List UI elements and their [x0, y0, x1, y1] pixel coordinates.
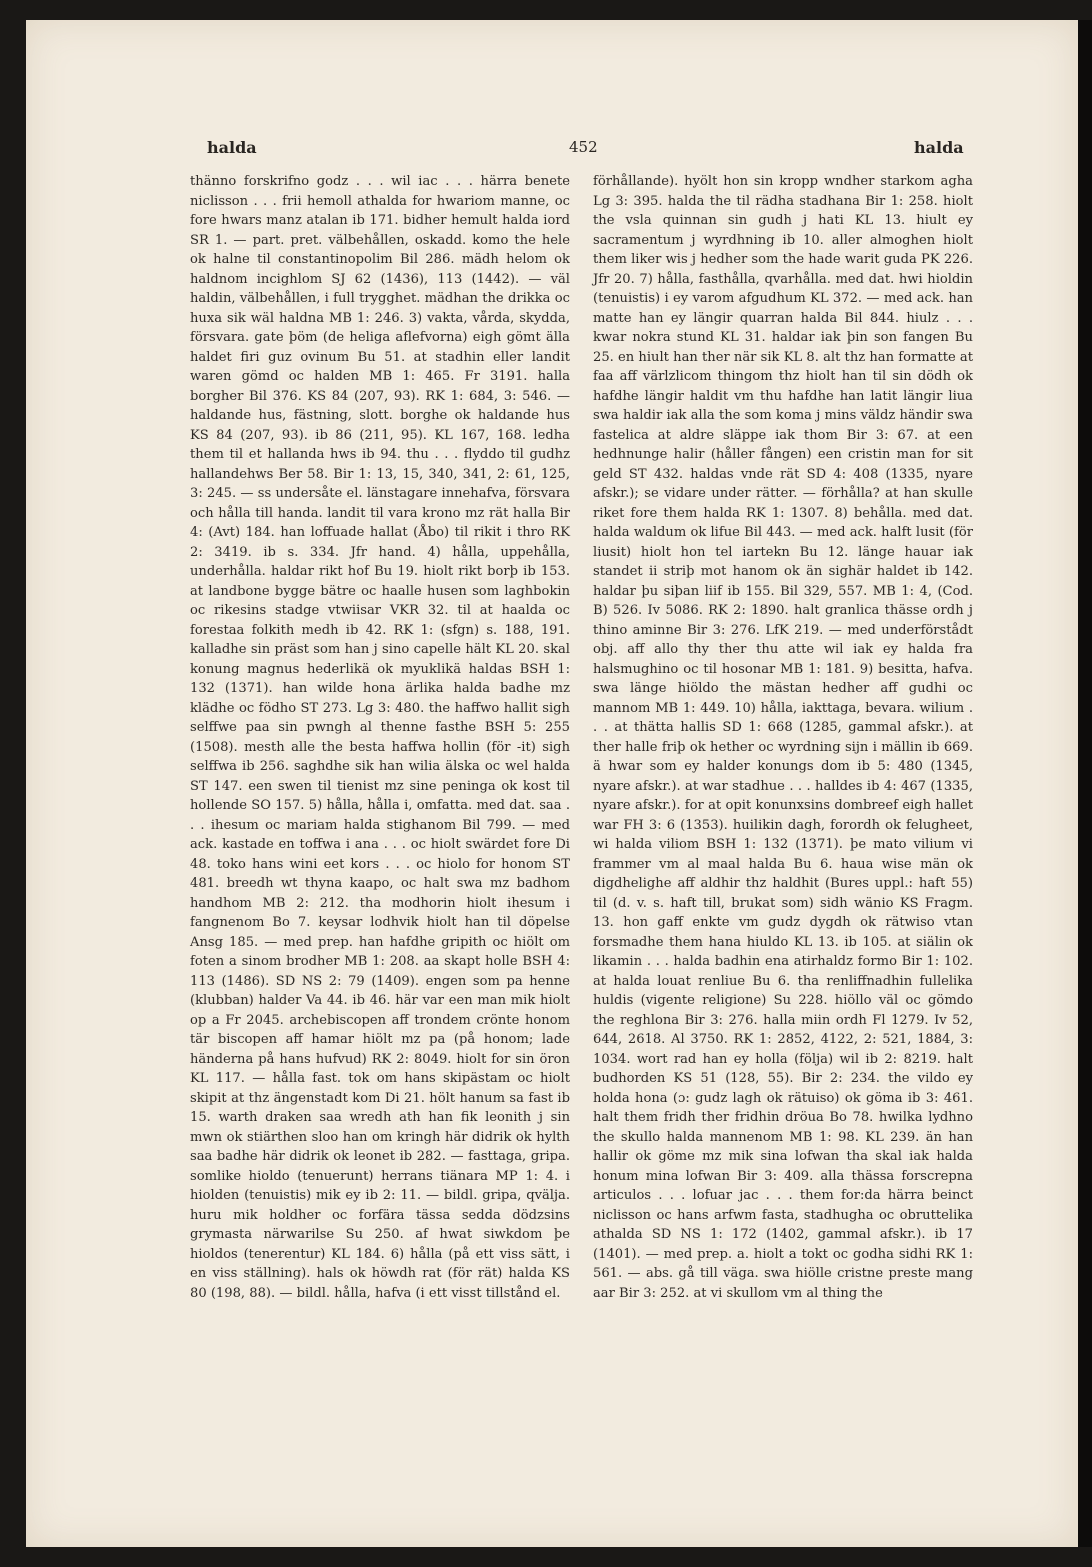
- scan-edge: [1078, 20, 1092, 1547]
- left-column: [190, 172, 570, 1303]
- running-head-right: halda: [914, 138, 964, 157]
- running-head-left: halda: [207, 138, 257, 157]
- page-number: 452: [569, 138, 598, 156]
- right-column: [593, 172, 973, 1303]
- right-column-text: förhållande). hyölt hon sin kropp wndher starkom agha Lg 3: 395. halda the til rädha stadhana Bir 1: 258. hiolt the vsla quinnan sin gudh j hati KL 13. hiult ey sacramentum j wyrdhning ib 10. aller almoghen hiolt them liker wis j hedher som the hade warit guda PK 226. Jfr 20. 7) hålla, fasthålla, qvarhålla. med dat. hwi hioldin (tenuistis) i ey varom afgudhum KL 372. — med ack. han matte han ey längir quarran halda Bil 844. hiulz . . . kwar nokra stund KL 31. haldar iak þin son fangen Bu 25. en hiult han ther när sik KL 8. alt thz han formatte at faa aff värlzlicom thingom thz hiolt han til sin dödh ok hafdhe längir haldit vm thu hafdhe han latit längir liua swa haldir iak alla the som koma j mins väldz händir swa fastelica at aldre släppe iak thom Bir 3: 67. at een hedhnunge halir (håller fången) een cristin man for sit geld ST 432. haldas vnde rät SD 4: 408 (1335, nyare afskr.); se vidare under rätter. — förhålla? at han skulle riket fore them halda RK 1: 1307. 8) behålla. med dat. halda waldum ok lifue Bil 443. — med ack. halft lusit (för liusit) hiolt hon tel iartekn Bu 12. länge hauar iak standet ii striþ mot hanom ok än sighär haldet ib 142. haldar þu siþan liif ib 155. Bil 329, 557. MB 1: 4, (Cod. B) 526. Iv 5086. RK 2: 1890. halt granlica thässe ordh j thino aminne Bir 3: 276. LfK 219. — med underförstådt obj. aff allo thy ther thu atte wil iak ey halda fra halsmughino oc til hosonar MB 1: 181. 9) besitta, hafva. swa länge hiöldo the mästan hedher aff gudhi oc mannom MB 1: 449. 10) hålla, iakttaga, bevara. wilium . . . at thätta hallis SD 1: 668 (1285, gammal afskr.). at ther halle friþ ok hether oc wyrdning sijn i mällin ib 669. ä hwar som ey halder konungs dom ib 5: 480 (1345, nyare afskr.). at war stadhue . . . halldes ib 4: 467 (1335, nyare afskr.). for at opit konunxsins dombreef eigh hallet war FH 3: 6 (1353). huilikin dagh, forordh ok felugheet, wi halda viliom BSH 1: 132 (1371). þe mato vilium vi frammer vm al maal halda Bu 6. haua wise män ok digdhelighe aff aldhir thz haldhit (Bures uppl.: haft 55) til (d. v. s. haft till, brukat som) sidh wänio KS Fragm. 13. hon gaff enkte vm gudz dygdh ok rätwiso vtan forsmadhe them hana hiuldo KL 13. ib 105. at siälin ok likamin . . . halda badhin ena atirhaldz formo Bir 1: 102. at halda louat renliue Bu 6. tha renliffnadhin fullelika huldis (vigente religione) Su 228. hiöllo väl oc gömdo the reghlona Bir 3: 276. halla miin ordh Fl 1279. Iv 52, 644, 2618. Al 3750. RK 1: 2852, 4122, 2: 521, 1884, 3: 1034. wort rad han ey holla (följa) wil ib 2: 8219. halt budhorden KS 51 (128, 55). Bir 2: 234. the vildo ey holda hona (ɔ: gudz lagh ok rätuiso) ok göma ib 3: 461. halt them fridh ther fridhin dröua Bo 78. hwilka lydhno the skullo halda mannenom MB 1: 98. KL 239. än han hallir ok göme mz mik sina lofwan tha skal iak halda honum mina lofwan Bir 3: 409. alla thässa forscrepna articulos . . . lofuar jac . . . them for:da härra beinct niclisson oc hans arfwm fasta, stadhugha oc obruttelika athalda SD NS 1: 172 (1402, gammal afskr.). ib 17 (1401). — med prep. a. hiolt a tokt oc godha sidhi RK 1: 561. — abs. gå till väga. swa hiölle cristne preste mang aar Bir 3: 252. at vi skullom vm al thing the: [593, 174, 973, 1301]
- left-column-text: thänno forskrifno godz . . . wil iac . . . härra benete niclisson . . . frii hemoll athalda for hwariom manne, oc fore hwars manz atalan ib 171. bidher hemult halda iord SR 1. — part. pret. välbehållen, oskadd. komo the hele ok halne til constantinopolim Bil 286. mädh helom ok haldnom incighlom SJ 62 (1436), 113 (1442). — väl haldin, välbehållen, i full trygghet. mädhan the drikka oc huxa sik wäl haldna MB 1: 246. 3) vakta, vårda, skydda, försvara. gate þöm (de heliga aflefvorna) eigh gömt älla haldet firi guz ovinum Bu 51. at stadhin eller landit waren gömd oc halden MB 1: 465. Fr 3191. halla borgher Bil 376. KS 84 (207, 93). RK 1: 684, 3: 546. — haldande hus, fästning, slott. borghe ok haldande hus KS 84 (207, 93). ib 86 (211, 95). KL 167, 168. ledha them til et hallanda hws ib 94. thu . . . flyddo til gudhz hallandehws Ber 58. Bir 1: 13, 15, 340, 341, 2: 61, 125, 3: 245. — ss undersåte el. länstagare innehafva, försvara och hålla till handa. landit til vara krono mz rät halla Bir 4: (Avt) 184. han loffuade hallat (Åbo) til rikit i thro RK 2: 3419. ib s. 334. Jfr hand. 4) hålla, uppehålla, underhålla. haldar rikt hof Bu 19. hiolt rikt borþ ib 153. at landbone bygge bätre oc haalle husen som laghbokin oc rikesins stadge vtwiisar VKR 32. til at haalda oc forestaa folkith medh ib 42. RK 1: (sfgn) s. 188, 191. kalladhe sin präst som han j sino capelle hält KL 20. skal konung magnus hederlikä ok myuklikä haldas BSH 1: 132 (1371). han wilde hona ärlika halda badhe mz klädhe oc födho ST 273. Lg 3: 480. the haffwo hallit sigh selffwe paa sin pwngh al thenne fasthe BSH 5: 255 (1508). mesth alle the besta haffwa hollin (för -it) sigh selffwa ib 256. saghdhe sik han wilia älska oc wel halda ST 147. een swen til tienist mz sine peninga ok kost til hollende SO 157. 5) hålla, hålla i, omfatta. med dat. saa . . . ihesum oc mariam halda stighanom Bil 799. — med ack. kastade en toffwa i ana . . . oc hiolt swärdet fore Di 48. toko hans wini eet kors . . . oc hiolo for honom ST 481. breedh wt thyna kaapo, oc halt swa mz badhom handhom MB 2: 212. tha modhorin hiolt ihesum i fangnenom Bo 7. keysar lodhvik hiolt han til döpelse Ansg 185. — med prep. han hafdhe gripith oc hiölt om foten a sinom brodher MB 1: 208. aa skapt holle BSH 4: 113 (1486). SD NS 2: 79 (1409). engen som pa henne (klubban) halder Va 44. ib 46. här var een man mik hiolt op a Fr 2045. archebiscopen aff trondem crönte honom tär biscopen aff hamar hiölt mz pa (på honom; lade händerna på hans hufvud) RK 2: 8049. hiolt for sin öron KL 117. — hålla fast. tok om hans skipästam oc hiolt skipit at thz ängenstadt kom Di 21. hölt hanum sa fast ib 15. warth draken saa wredh ath han fik leonith j sin mwn ok stiärthen sloo han om kringh här didrik ok hylth saa badhe här didrik ok leonet ib 282. — fasttaga, gripa. somlike hioldo (tenuerunt) herrans tiänara MP 1: 4. i hiolden (tenuistis) mik ey ib 2: 11. — bildl. gripa, qvälja. huru mik holdher oc forfära tässa sedda dödzsins grymasta närwarilse Su 250. af hwat siwkdom þe hioldos (tenerentur) KL 184. 6) hålla (på ett viss sätt, i en viss ställning). hals ok höwdh rat (för rät) halda KS 80 (198, 88). — bildl. hålla, hafva (i ett visst tillstånd el.: [190, 174, 570, 1301]
